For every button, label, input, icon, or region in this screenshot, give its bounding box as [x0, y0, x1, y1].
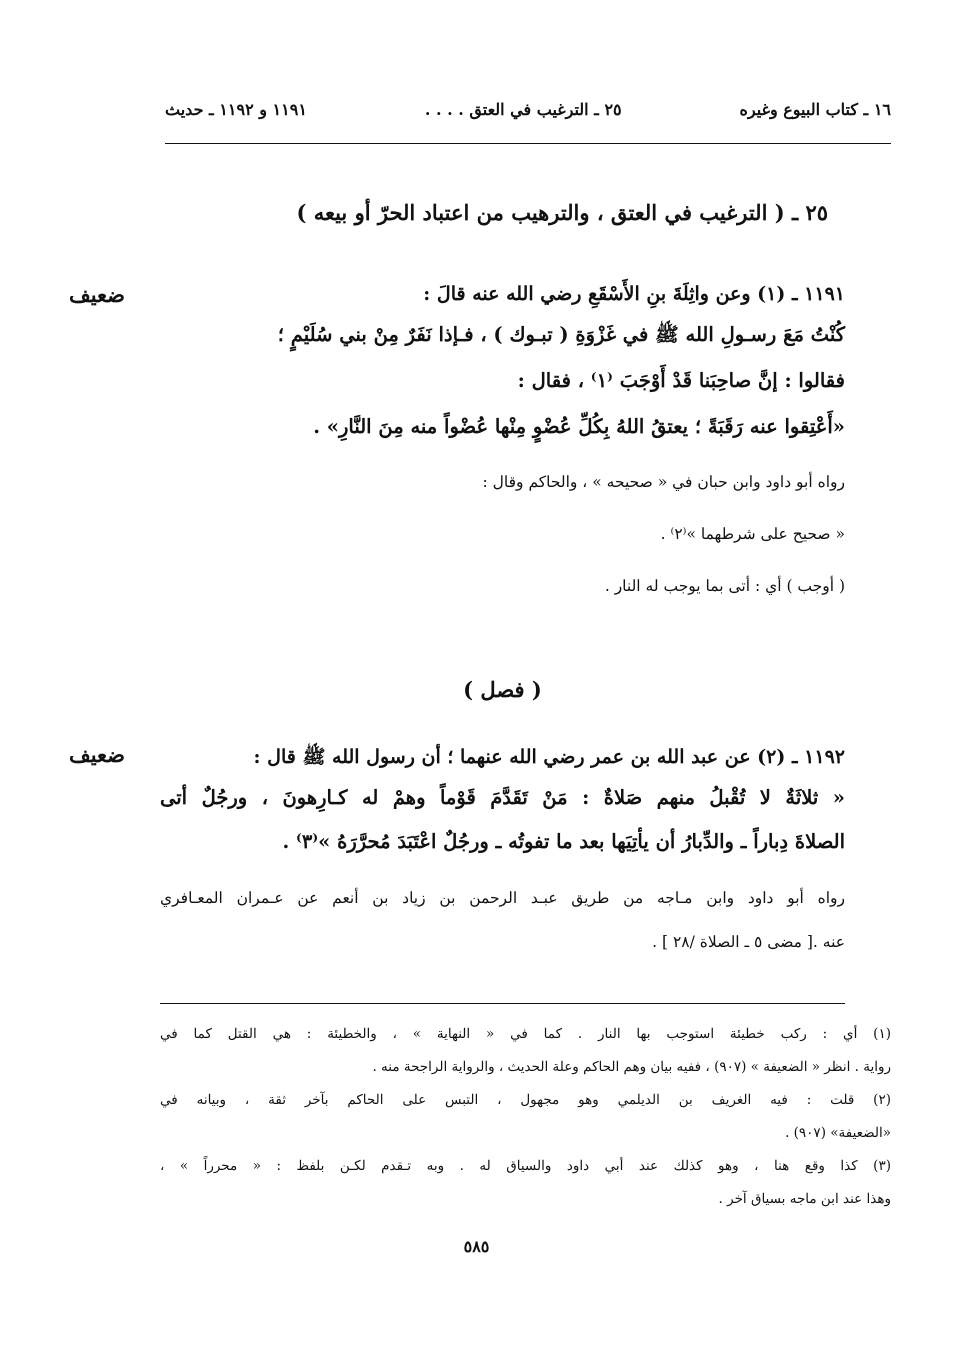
hadith-1192-grade: ضعيف	[68, 742, 125, 767]
header-chapter-title: ٢٥ ـ الترغيب في العتق . . . .	[424, 99, 622, 119]
hadith-1192-intro: ١١٩٢ ـ (٢) عن عبد الله بن عمر رضي الله عنهما ؛ أن رسول الله ﷺ قال :	[253, 746, 845, 768]
hadith-1191-matn-line: فقالوا : إنَّ صاحِبَنا قَدْ أَوْجَبَ ⁽١⁾ ، فقال :	[517, 369, 845, 392]
footnote-line: (١) أي : ركب خطيئة استوجب بها النار . كما في « النهاية » ، والخطيئة : هي القتل كما في	[160, 1026, 891, 1042]
header-rule	[165, 143, 891, 144]
hadith-1191-intro: ١١٩١ ـ (١) وعن واثِلَةَ بنِ الأَسْقَعِ رضي الله عنه قالَ :	[423, 283, 845, 305]
footnote-rule	[160, 1003, 845, 1004]
footnote-line: (٢) قلت : فيه الغريف بن الديلمي وهو مجهول ، التبس على الحاكم بآخر ثقة ، وبيانه في	[160, 1092, 891, 1108]
running-header	[165, 92, 891, 126]
hadith-1192	[160, 738, 845, 964]
hadith-1191-matn-line: «أَعْتِقوا عنه رَقَبَةً ؛ يعتقُ اللهُ بِكُلِّ عُضْوٍ مِنْها عُضْواً منه مِنَ النَّارِ» .	[313, 415, 845, 438]
hadith-1191-reference: « صحيح على شرطهما »⁽٢⁾ .	[660, 525, 845, 543]
hadith-1192-reference: عنه .[ مضى ٥ ـ الصلاة /٢٨ ] .	[652, 933, 845, 951]
hadith-1191-grade: ضعيف	[68, 282, 125, 307]
fasl-heading: ( فصل )	[463, 677, 542, 702]
hadith-1191	[160, 276, 845, 612]
hadith-1192-matn-line: الصلاةَ دِباراً ـ والدِّبارُ أن يأتِيَها بعد ما تفوتُه ـ ورجُلٌ اعْتَبَدَ مُحرَّرَهُ »⁽٣⁾ .	[282, 830, 845, 853]
footnote-line: (٣) كذا وقع هنا ، وهو كذلك عند أبي داود والسياق له . وبه تـقدم لكـن بلفظ : « محرراً » ،	[160, 1158, 891, 1174]
header-hadith-range: ١١٩١ و ١١٩٢ ـ حديث	[165, 99, 307, 119]
hadith-1192-reference: رواه أبو داود وابن مـاجه من طريق عبـد الرحمن بن زياد بن أنعم عن عـمران المعـافري	[160, 889, 845, 907]
hadith-1191-reference: رواه أبو داود وابن حبان في « صحيحه » ، والحاكم وقال :	[482, 473, 845, 491]
footnote-line: رواية . انظر « الضعيفة » (٩٠٧) ، ففيه بيان وهم الحاكم وعلة الحديث ، والرواية الراجحة منه .	[372, 1059, 891, 1075]
footnotes	[160, 1018, 891, 1216]
hadith-1191-gloss: ( أوجب ) أي : أتى بما يوجب له النار .	[604, 577, 845, 595]
footnote-line: «الضعيفة» (٩٠٧) .	[785, 1125, 891, 1141]
footnote-line: وهذا عند ابن ماجه بسياق آخر .	[718, 1191, 891, 1207]
section-title: ٢٥ ـ ( الترغيب في العتق ، والترهيب من اعتباد الحرّ أو بيعه )	[296, 200, 828, 225]
page-number: ٥٨٥	[463, 1237, 490, 1256]
header-book-title: ١٦ ـ كتاب البيوع وغيره	[739, 99, 891, 119]
hadith-1192-matn-line: « ثلاثَةٌ لا تُقْبلُ منهم صَلاةٌ : مَنْ تَقَدَّمَ قَوْماً وهمْ له كـارِهونَ ، ورجُلٌ أتى	[160, 786, 845, 809]
hadith-1191-matn-line: كُنْتُ مَعَ رسـولِ الله ﷺ في غَزْوَةِ ( تبـوك ) ، فـإذا نَفَرٌ مِنْ بني سُلَيْمٍ ؛	[277, 323, 845, 346]
